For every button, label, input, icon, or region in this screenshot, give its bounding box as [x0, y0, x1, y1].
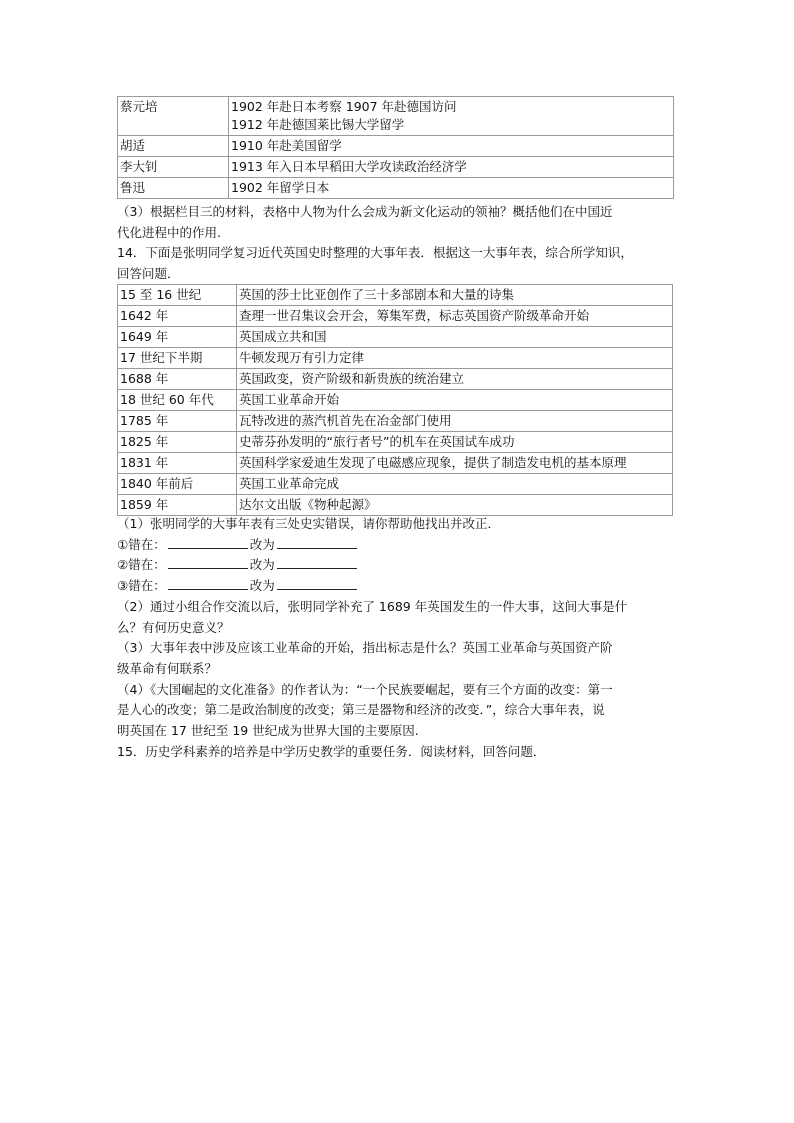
study-abroad-table — [117, 96, 674, 199]
person-experience: 1910 年赴美国留学 — [229, 136, 674, 157]
table-row — [118, 306, 673, 327]
event-time: 18 世纪 60 年代 — [118, 390, 237, 411]
question-line: （3）大事年表中涉及应该工业革命的开始，指出标志是什么？英国工业革命与英国资产阶 — [117, 640, 613, 656]
question-line: （4）《大国崛起的文化准备》的作者认为：“一个民族要崛起，要有三个方面的改变：第一 — [117, 681, 613, 697]
event-description: 达尔文出版《物种起源》 — [237, 495, 673, 516]
person-name: 鲁迅 — [118, 178, 229, 199]
correction-label: 改为 — [249, 536, 275, 552]
event-time: 1859 年 — [118, 495, 237, 516]
question-line: （1）张明同学的大事年表有三处史实错误，请你帮助他找出并改正． — [117, 516, 500, 531]
correction-label: 改为 — [249, 578, 275, 594]
question-line: （3）根据栏目三的材料，表格中人物为什么会成为新文化运动的领袖？概括他们在中国近 — [117, 204, 613, 219]
chronology-table — [117, 284, 673, 516]
answer-line — [117, 535, 679, 556]
event-description: 瓦特改进的蒸汽机首先在冶金部门使用 — [237, 411, 673, 432]
person-name: 李大钊 — [118, 157, 229, 178]
question-14-1 — [117, 514, 679, 762]
question-line: 么？有何历史意义？ — [117, 619, 230, 635]
table-row — [118, 348, 673, 369]
event-time: 1785 年 — [118, 411, 237, 432]
question-line: 明英国在 17 世纪至 19 世纪成为世界大国的主要原因. — [117, 723, 419, 739]
event-time: 1642 年 — [118, 306, 237, 327]
question-line: 级革命有何联系？ — [117, 660, 218, 676]
event-description: 英国的莎士比亚创作了三十多部剧本和大量的诗集 — [237, 285, 673, 306]
event-time: 15 至 16 世纪 — [118, 285, 237, 306]
answer-line — [117, 576, 679, 597]
person-name: 胡适 — [118, 136, 229, 157]
experience-line: 1912 年赴德国莱比锡大学留学 — [231, 117, 405, 132]
question-14-intro — [117, 243, 679, 284]
error-prefix: ①错在： — [117, 536, 166, 552]
table-row — [118, 432, 673, 453]
question-line: 14．下面是张明同学复习近代英国史时整理的大事年表．根据这一大事年表，综合所学知识， — [117, 245, 633, 260]
event-description: 英国工业革命完成 — [237, 474, 673, 495]
table-row — [118, 453, 673, 474]
event-description: 查理一世召集议会开会，筹集军费，标志英国资产阶级革命开始 — [237, 306, 673, 327]
person-experience: 1902 年留学日本 — [229, 178, 674, 199]
question-line: 15．历史学科素养的培养是中学历史教学的重要任务．阅读材料，回答问题． — [117, 743, 546, 759]
answer-line — [117, 555, 679, 576]
person-experience — [229, 97, 674, 136]
error-blank[interactable] — [168, 535, 248, 549]
table-row — [118, 178, 674, 199]
question-line: 是人心的改变；第二是政治制度的改变；第三是器物和经济的改变．”，综合大事年表，说 — [117, 702, 605, 718]
table-row — [118, 327, 673, 348]
error-blank[interactable] — [168, 576, 248, 590]
person-experience: 1913 年入日本早稻田大学攻读政治经济学 — [229, 157, 674, 178]
table-row — [118, 136, 674, 157]
table-row — [118, 285, 673, 306]
event-description: 英国政变，资产阶级和新贵族的统治建立 — [237, 369, 673, 390]
question-line: 回答问题． — [117, 265, 180, 281]
correction-blank[interactable] — [277, 555, 357, 569]
table-row — [118, 390, 673, 411]
event-time: 1825 年 — [118, 432, 237, 453]
event-time: 1688 年 — [118, 369, 237, 390]
error-blank[interactable] — [168, 555, 248, 569]
event-description: 英国成立共和国 — [237, 327, 673, 348]
table-row — [118, 495, 673, 516]
event-time: 1831 年 — [118, 453, 237, 474]
question-line: （2）通过小组合作交流以后，张明同学补充了 1689 年英国发生的一件大事，这间大事是什 — [117, 598, 628, 614]
event-time: 1840 年前后 — [118, 474, 237, 495]
question-line: 代化进程中的作用. — [117, 224, 221, 240]
event-description: 史蒂芬孙发明的“旅行者号”的机车在英国试车成功 — [237, 432, 673, 453]
correction-label: 改为 — [249, 557, 275, 573]
table-row — [118, 157, 674, 178]
error-prefix: ②错在： — [117, 557, 166, 573]
event-description: 牛顿发现万有引力定律 — [237, 348, 673, 369]
event-description: 英国科学家爱迪生发现了电磁感应现象，提供了制造发电机的基本原理 — [237, 453, 673, 474]
event-time: 17 世纪下半期 — [118, 348, 237, 369]
experience-line: 1902 年赴日本考察 1907 年赴德国访问 — [231, 99, 457, 114]
table-row — [118, 97, 674, 136]
event-time: 1649 年 — [118, 327, 237, 348]
event-description: 英国工业革命开始 — [237, 390, 673, 411]
person-name: 蔡元培 — [118, 97, 229, 136]
correction-blank[interactable] — [277, 576, 357, 590]
table-row — [118, 369, 673, 390]
question-13-3 — [117, 202, 679, 243]
table-row — [118, 411, 673, 432]
table-row — [118, 474, 673, 495]
correction-blank[interactable] — [277, 535, 357, 549]
error-prefix: ③错在： — [117, 578, 166, 594]
